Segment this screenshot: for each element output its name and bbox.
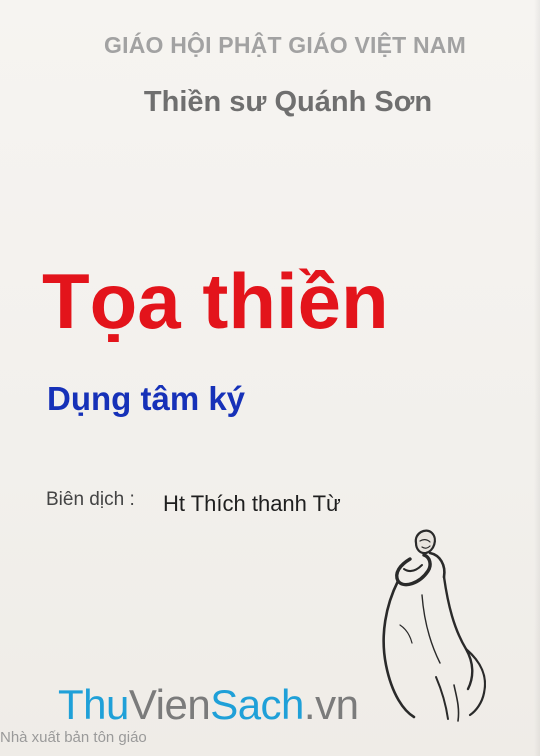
- book-title: Tọa thiền: [42, 257, 389, 345]
- monk-ink-drawing-icon: [370, 525, 500, 725]
- page-edge-shadow: [534, 0, 540, 756]
- book-subtitle: Dụng tâm ký: [47, 380, 246, 417]
- watermark-part-vn: .vn: [303, 681, 359, 728]
- organization-heading: GIÁO HỘI PHẬT GIÁO VIỆT NAM: [104, 32, 466, 58]
- watermark-part-vien: Vien: [128, 681, 211, 728]
- watermark-part-sach: Sach: [210, 681, 304, 728]
- translator-label: Biên dịch :: [46, 489, 135, 510]
- watermark-part-thu: Thu: [58, 681, 129, 728]
- publisher-name: Nhà xuất bản tôn giáo: [0, 729, 147, 746]
- author-name: Thiền sư Quánh Sơn: [143, 86, 433, 118]
- translator-name: Ht Thích thanh Từ: [163, 491, 341, 516]
- site-watermark: [58, 681, 359, 728]
